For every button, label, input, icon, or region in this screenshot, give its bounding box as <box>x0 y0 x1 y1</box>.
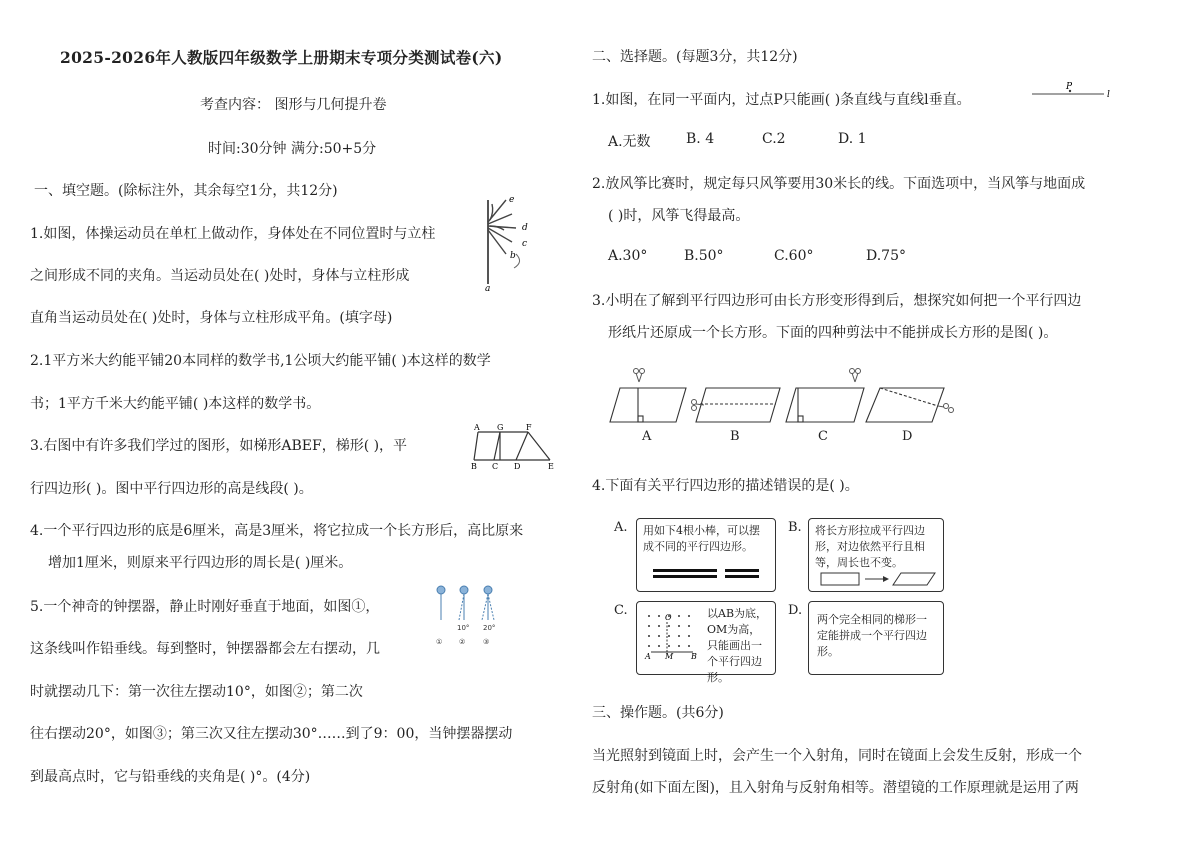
pendulum-angle-20: 20° <box>483 624 496 632</box>
cut-label-B: B <box>730 429 740 444</box>
fill-q5-line1: 5.一个神奇的钟摆器，静止时刚好垂直于地面，如图①， <box>30 599 380 615</box>
gymnast-figure <box>476 192 538 292</box>
choice-q2-option-d: D.75° <box>866 248 906 264</box>
grid-label-M: M <box>665 652 674 660</box>
fill-q5-line5: 到最高点时，它与铅垂线的夹角是( )°。(4分) <box>30 769 311 785</box>
shapes-figure <box>470 424 556 470</box>
fill-q1-line3: 直角当运动员处在( )处时，身体与立柱形成平角。(填字母) <box>30 310 393 326</box>
dot-grid-figure <box>641 608 703 660</box>
card-b <box>808 518 944 592</box>
choice-q2-option-a: A.30° <box>608 248 648 264</box>
fill-q2-line1: 2.1平方米大约能平铺20本同样的数学书,1公顷大约能平铺( )本这样的数学 <box>30 353 491 369</box>
shape-label-A: A <box>474 424 480 432</box>
exam-time: 时间:30分钟 满分:50+5分 <box>208 141 377 157</box>
fill-q5-line4: 往右摆动20°，如图③；第三次又往左摆动30°……到了9：00，当钟摆器摆动 <box>30 726 513 742</box>
shape-label-C: C <box>492 462 499 470</box>
choice-q1-option-d: D. 1 <box>838 131 867 147</box>
card-d <box>808 601 944 675</box>
gymnast-label-e: e <box>509 195 515 205</box>
gymnast-label-c: c <box>522 239 528 249</box>
card-a-text: 用如下4根小棒，可以摆成不同的平行四边形。 <box>643 524 760 553</box>
cut-label-D: D <box>902 429 913 444</box>
fill-q1-line1: 1.如图，体操运动员在单杠上做动作，身体处在不同位置时与立柱 <box>30 226 436 242</box>
page-title: 2025-2026年人教版四年级数学上册期末专项分类测试卷(六) <box>60 48 503 67</box>
choice-q1-line1: 1.如图，在同一平面内，过点P只能画( )条直线与直线l垂直。 <box>592 92 971 108</box>
gymnast-label-d: d <box>522 223 528 233</box>
point-label-P: P <box>1066 82 1073 92</box>
fill-q5-line3: 时就摆动几下：第一次往左摆动10°，如图②；第二次 <box>30 684 363 700</box>
shape-label-B: B <box>471 462 477 470</box>
pendulum-label-3: ③ <box>483 638 490 646</box>
card-a <box>636 518 776 592</box>
stick-long-2 <box>653 575 717 578</box>
section-operation-heading: 三、操作题。(共6分) <box>592 705 724 721</box>
shape-label-G: G <box>497 424 504 432</box>
operation-para-line2: 反射角(如下面左图)，且入射角与反射角相等。潜望镜的工作原理就是运用了两 <box>592 780 1079 796</box>
stick-long-1 <box>653 569 717 572</box>
pendulum-label-1: ① <box>436 638 443 646</box>
pendulum-angle-10: 10° <box>457 624 470 632</box>
choice-q2-line1: 2.放风筝比赛时，规定每只风筝要用30米长的线。下面选项中，当风筝与地面成 <box>592 176 1086 192</box>
operation-para-line1: 当光照射到镜面上时，会产生一个入射角，同时在镜面上会发生反射，形成一个 <box>592 748 1082 764</box>
shape-label-D: D <box>514 462 521 470</box>
exam-content: 考查内容： 图形与几何提升卷 <box>200 97 387 113</box>
cutting-figures <box>606 366 956 446</box>
fill-q3-line2: 行四边形( )。图中平行四边形的高是线段( )。 <box>30 481 313 497</box>
card-c <box>636 601 776 684</box>
cut-label-A: A <box>642 429 652 444</box>
choice-q1-option-b: B. 4 <box>686 131 715 147</box>
choice-q2-option-b: B.50° <box>684 248 724 264</box>
card-d-text: 两个完全相同的梯形一定能拼成一个平行四边形。 <box>817 613 927 658</box>
card-b-letter: B. <box>788 520 802 535</box>
grid-label-B: B <box>691 652 697 660</box>
stick-short-1 <box>725 569 759 572</box>
shape-label-E: E <box>548 462 554 470</box>
choice-q2-line2: ( )时，风筝飞得最高。 <box>608 208 750 224</box>
choice-q3-line1: 3.小明在了解到平行四边形可由长方形变形得到后，想探究如何把一个平行四边 <box>592 293 1082 309</box>
fill-q1-line2: 之间形成不同的夹角。当运动员处在( )处时，身体与立柱形成 <box>30 268 410 284</box>
shape-label-F: F <box>526 424 532 432</box>
card-c-letter: C. <box>614 603 628 618</box>
rect-to-parallelogram-icon <box>819 571 937 587</box>
choice-q2-option-c: C.60° <box>774 248 814 264</box>
pendulum-figure <box>430 582 506 650</box>
fill-q4-line1: 4.一个平行四边形的底是6厘米，高是3厘米，将它拉成一个长方形后，高比原来 <box>30 523 524 539</box>
card-c-text: 以AB为底，OM为高，只能画出一个平行四边形。 <box>707 607 768 684</box>
section-fill-in-heading: 一、填空题。(除标注外，其余每空1分，共12分) <box>34 183 338 199</box>
card-d-letter: D. <box>788 603 803 618</box>
grid-label-A: A <box>645 652 651 660</box>
gymnast-label-b: b <box>510 251 516 261</box>
fill-q5-line2: 这条线叫作铅垂线。每到整时，钟摆器都会左右摆动，几 <box>30 641 380 657</box>
card-b-text: 将长方形拉成平行四边形，对边依然平行且相等，周长也不变。 <box>815 524 925 569</box>
choice-q4-line1: 4.下面有关平行四边形的描述错误的是( )。 <box>592 478 859 494</box>
cut-label-C: C <box>818 429 828 444</box>
fill-q4-line2: 增加1厘米，则原来平行四边形的周长是( )厘米。 <box>48 555 353 571</box>
choice-q3-line2: 形纸片还原成一个长方形。下面的四种剪法中不能拼成长方形的是图( )。 <box>608 325 1058 341</box>
choice-q1-option-c: C.2 <box>762 131 786 147</box>
choice-q1-option-a: A.无数 <box>608 134 651 150</box>
section-choice-heading: 二、选择题。(每题3分，共12分) <box>592 49 798 65</box>
card-a-letter: A. <box>614 520 628 535</box>
pendulum-label-2: ② <box>459 638 466 646</box>
gymnast-label-a: a <box>485 284 491 292</box>
line-label-l: l <box>1107 90 1110 100</box>
stick-short-2 <box>725 575 759 578</box>
point-line-figure <box>1030 82 1120 102</box>
fill-q2-line2: 书；1平方千米大约能平铺( )本这样的数学书。 <box>30 396 321 412</box>
grid-label-O: O <box>665 613 672 622</box>
fill-q3-line1: 3.右图中有许多我们学过的图形，如梯形ABEF，梯形( )，平 <box>30 438 408 454</box>
